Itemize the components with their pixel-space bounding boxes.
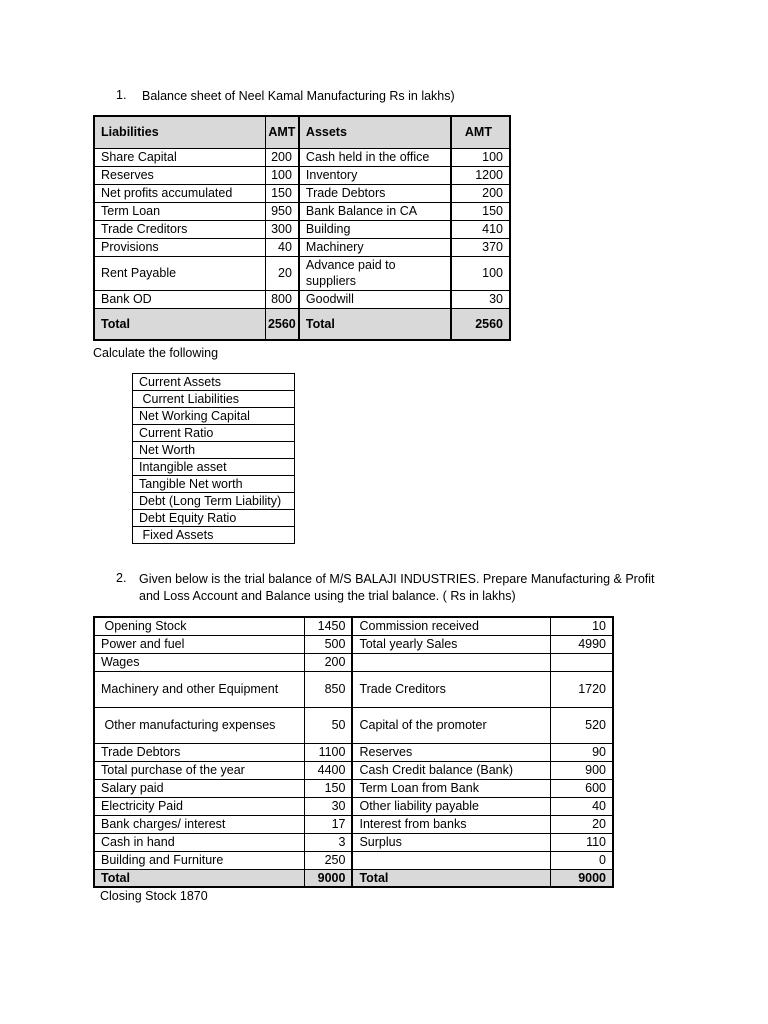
credit-item-amount: 40 xyxy=(551,797,613,815)
balance-sheet-table xyxy=(93,115,511,341)
asset-amount: 370 xyxy=(451,238,510,256)
debit-item-amount: 4400 xyxy=(304,761,352,779)
credit-item-name: Term Loan from Bank xyxy=(352,779,550,797)
balance-sheet-row xyxy=(94,166,510,184)
debit-item-amount: 1450 xyxy=(304,617,352,635)
calculation-item-row xyxy=(133,374,295,391)
debit-item-amount: 3 xyxy=(304,833,352,851)
credit-item-name: Commission received xyxy=(352,617,550,635)
asset-amount: 1200 xyxy=(451,166,510,184)
asset-name: Cash held in the office xyxy=(299,148,451,166)
calculation-item: Net Working Capital xyxy=(133,408,295,425)
trial-balance-row xyxy=(94,779,613,797)
debit-item-name: Total purchase of the year xyxy=(94,761,304,779)
credit-item-name xyxy=(352,653,550,671)
calculation-items-table xyxy=(132,373,295,544)
debit-item-name: Opening Stock xyxy=(94,617,304,635)
credit-item-name: Total yearly Sales xyxy=(352,635,550,653)
calculation-item: Current Ratio xyxy=(133,425,295,442)
debit-item-name: Building and Furniture xyxy=(94,851,304,869)
credit-item-amount: 0 xyxy=(551,851,613,869)
balance-sheet-row xyxy=(94,220,510,238)
calculation-item: Debt Equity Ratio xyxy=(133,510,295,527)
trial-balance-row xyxy=(94,851,613,869)
credit-item-amount: 900 xyxy=(551,761,613,779)
credit-item-amount: 520 xyxy=(551,707,613,743)
asset-amount: 200 xyxy=(451,184,510,202)
trial-total-left-amount: 9000 xyxy=(304,869,352,887)
debit-item-name: Bank charges/ interest xyxy=(94,815,304,833)
calculation-item: Tangible Net worth xyxy=(133,476,295,493)
debit-item-name: Wages xyxy=(94,653,304,671)
question-1-number: 1. xyxy=(116,88,127,102)
credit-item-name: Other liability payable xyxy=(352,797,550,815)
calculation-item: Debt (Long Term Liability) xyxy=(133,493,295,510)
closing-stock-note: Closing Stock 1870 xyxy=(100,889,208,903)
calculation-item: Intangible asset xyxy=(133,459,295,476)
header-amt-right: AMT xyxy=(451,116,510,148)
debit-item-amount: 150 xyxy=(304,779,352,797)
credit-item-name xyxy=(352,851,550,869)
trial-balance-row xyxy=(94,833,613,851)
debit-item-amount: 500 xyxy=(304,635,352,653)
calculation-item-row xyxy=(133,493,295,510)
liability-name: Share Capital xyxy=(94,148,265,166)
liability-name: Term Loan xyxy=(94,202,265,220)
credit-item-amount: 1720 xyxy=(551,671,613,707)
credit-item-amount: 10 xyxy=(551,617,613,635)
trial-total-right-amount: 9000 xyxy=(551,869,613,887)
asset-name: Goodwill xyxy=(299,290,451,308)
balance-sheet-row xyxy=(94,256,510,290)
liability-amount: 950 xyxy=(265,202,299,220)
debit-item-amount: 200 xyxy=(304,653,352,671)
liability-amount: 300 xyxy=(265,220,299,238)
debit-item-amount: 17 xyxy=(304,815,352,833)
trial-balance-row xyxy=(94,797,613,815)
asset-name: Advance paid to suppliers xyxy=(299,256,451,290)
balance-sheet-total-row xyxy=(94,308,510,340)
calculation-item-row xyxy=(133,391,295,408)
debit-item-amount: 30 xyxy=(304,797,352,815)
liability-name: Reserves xyxy=(94,166,265,184)
question-2-number: 2. xyxy=(116,571,127,585)
header-liabilities: Liabilities xyxy=(94,116,265,148)
calculate-instruction: Calculate the following xyxy=(93,346,219,360)
total-assets-amount: 2560 xyxy=(451,308,510,340)
credit-item-name: Interest from banks xyxy=(352,815,550,833)
calculation-item: Current Liabilities xyxy=(133,391,295,408)
asset-name: Trade Debtors xyxy=(299,184,451,202)
asset-name: Inventory xyxy=(299,166,451,184)
liability-amount: 20 xyxy=(265,256,299,290)
asset-amount: 100 xyxy=(451,148,510,166)
trial-balance-row xyxy=(94,815,613,833)
credit-item-amount: 90 xyxy=(551,743,613,761)
debit-item-amount: 1100 xyxy=(304,743,352,761)
trial-balance-row xyxy=(94,653,613,671)
liability-amount: 200 xyxy=(265,148,299,166)
question-1-title: Balance sheet of Neel Kamal Manufacturing Rs in lakhs) xyxy=(142,89,455,103)
debit-item-amount: 50 xyxy=(304,707,352,743)
liability-name: Bank OD xyxy=(94,290,265,308)
trial-total-left-label: Total xyxy=(94,869,304,887)
credit-item-amount xyxy=(551,653,613,671)
debit-item-name: Power and fuel xyxy=(94,635,304,653)
total-liabilities-label: Total xyxy=(94,308,265,340)
debit-item-name: Electricity Paid xyxy=(94,797,304,815)
liability-name: Trade Creditors xyxy=(94,220,265,238)
trial-balance-total-row xyxy=(94,869,613,887)
header-amt-left: AMT xyxy=(265,116,299,148)
credit-item-name: Trade Creditors xyxy=(352,671,550,707)
asset-name: Machinery xyxy=(299,238,451,256)
calculation-item: Net Worth xyxy=(133,442,295,459)
calculation-item-row xyxy=(133,408,295,425)
liability-amount: 800 xyxy=(265,290,299,308)
liability-amount: 100 xyxy=(265,166,299,184)
asset-name: Building xyxy=(299,220,451,238)
debit-item-amount: 250 xyxy=(304,851,352,869)
balance-sheet-row xyxy=(94,202,510,220)
debit-item-name: Machinery and other Equipment xyxy=(94,671,304,707)
calculation-item-row xyxy=(133,476,295,493)
trial-balance-row xyxy=(94,617,613,635)
calculation-item-row xyxy=(133,527,295,544)
trial-balance-row xyxy=(94,707,613,743)
debit-item-name: Trade Debtors xyxy=(94,743,304,761)
trial-balance-row xyxy=(94,635,613,653)
balance-sheet-header-row xyxy=(94,116,510,148)
header-assets: Assets xyxy=(299,116,451,148)
liability-amount: 150 xyxy=(265,184,299,202)
credit-item-amount: 110 xyxy=(551,833,613,851)
debit-item-amount: 850 xyxy=(304,671,352,707)
calculation-item-row xyxy=(133,425,295,442)
asset-amount: 150 xyxy=(451,202,510,220)
trial-total-right-label: Total xyxy=(352,869,550,887)
trial-balance-table xyxy=(93,616,614,888)
liability-name: Rent Payable xyxy=(94,256,265,290)
balance-sheet-row xyxy=(94,238,510,256)
balance-sheet-row xyxy=(94,184,510,202)
total-assets-label: Total xyxy=(299,308,451,340)
debit-item-name: Salary paid xyxy=(94,779,304,797)
liability-amount: 40 xyxy=(265,238,299,256)
asset-amount: 30 xyxy=(451,290,510,308)
calculation-item: Fixed Assets xyxy=(133,527,295,544)
asset-amount: 100 xyxy=(451,256,510,290)
balance-sheet-row xyxy=(94,290,510,308)
credit-item-name: Reserves xyxy=(352,743,550,761)
trial-balance-row xyxy=(94,761,613,779)
debit-item-name: Other manufacturing expenses xyxy=(94,707,304,743)
calculation-item: Current Assets xyxy=(133,374,295,391)
liability-name: Provisions xyxy=(94,238,265,256)
debit-item-name: Cash in hand xyxy=(94,833,304,851)
liability-name: Net profits accumulated xyxy=(94,184,265,202)
credit-item-amount: 4990 xyxy=(551,635,613,653)
credit-item-name: Capital of the promoter xyxy=(352,707,550,743)
trial-balance-row xyxy=(94,743,613,761)
credit-item-amount: 600 xyxy=(551,779,613,797)
calculation-item-row xyxy=(133,442,295,459)
asset-name: Bank Balance in CA xyxy=(299,202,451,220)
calculation-item-row xyxy=(133,510,295,527)
credit-item-name: Cash Credit balance (Bank) xyxy=(352,761,550,779)
question-2-text-line2: and Loss Account and Balance using the trial balance. ( Rs in lakhs) xyxy=(139,589,516,603)
credit-item-name: Surplus xyxy=(352,833,550,851)
question-2-text-line1: Given below is the trial balance of M/S BALAJI INDUSTRIES. Prepare Manufacturing & Profit xyxy=(139,572,655,586)
total-liabilities-amount: 2560 xyxy=(265,308,299,340)
balance-sheet-row xyxy=(94,148,510,166)
calculation-item-row xyxy=(133,459,295,476)
asset-amount: 410 xyxy=(451,220,510,238)
trial-balance-row xyxy=(94,671,613,707)
credit-item-amount: 20 xyxy=(551,815,613,833)
